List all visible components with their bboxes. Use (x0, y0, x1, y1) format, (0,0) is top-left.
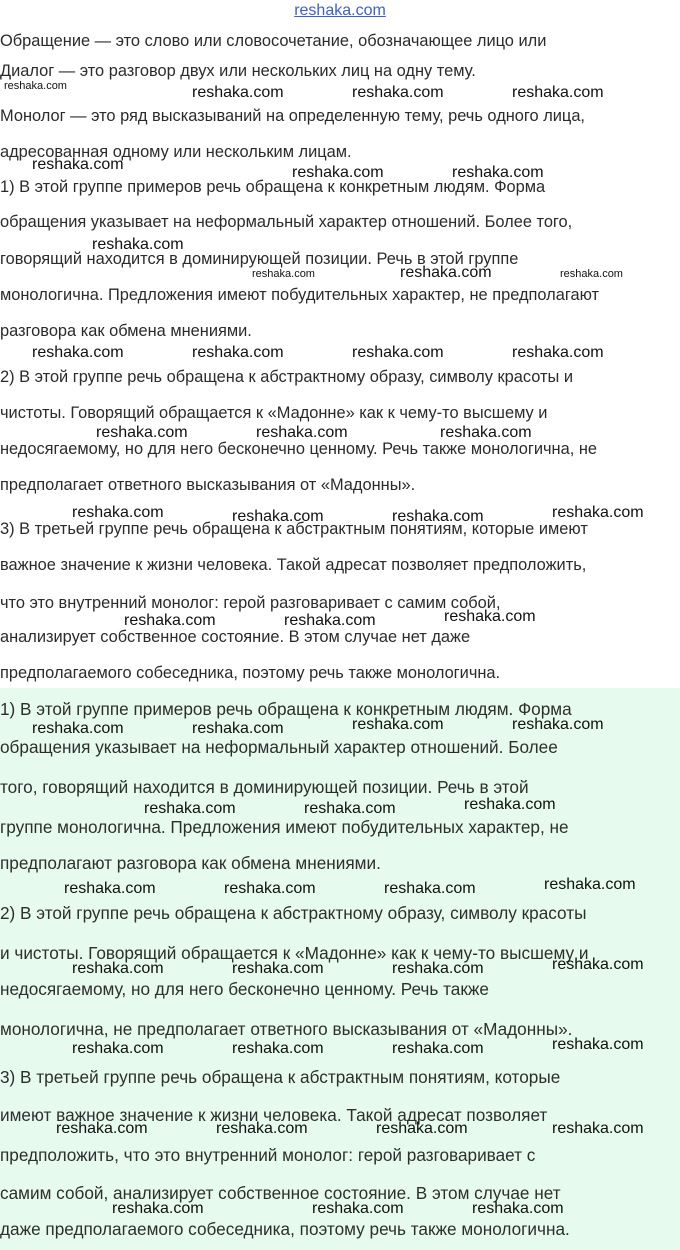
watermark: reshaka.com (512, 84, 604, 101)
watermark: reshaka.com (72, 960, 164, 977)
answer-line: предположить, что это внутренний монолог: герой разговаривает с (0, 1145, 536, 1165)
watermark: reshaka.com (192, 344, 284, 361)
theory-line: 3) В третьей группе речь обращена к абстрактным понятиям, которые имеют (0, 520, 588, 538)
theory-line: Обращение — это слово или словосочетание, обозначающее лицо или (0, 32, 547, 50)
watermark: reshaka.com (512, 344, 604, 361)
watermark: reshaka.com (392, 960, 484, 977)
answer-line: имеют важное значение к жизни человека. Такой адресат позволяет (0, 1105, 548, 1125)
watermark: reshaka.com (552, 1120, 644, 1137)
answer-line: группе монологична. Предложения имеют побудительных характер, не (0, 817, 569, 837)
watermark: reshaka.com (124, 612, 216, 629)
watermark: reshaka.com (560, 268, 623, 280)
watermark: reshaka.com (552, 504, 644, 521)
watermark: reshaka.com (224, 880, 316, 897)
answer-line: самим собой, анализирует собственное состояние. В этом случае нет (0, 1183, 561, 1203)
watermark: reshaka.com (216, 1120, 308, 1137)
answer-line: 2) В этой группе речь обращена к абстрактному образу, символу красоты (0, 903, 587, 923)
watermark: reshaka.com (232, 508, 324, 525)
watermark: reshaka.com (464, 796, 556, 813)
watermark: reshaka.com (304, 800, 396, 817)
watermark: reshaka.com (56, 1120, 148, 1137)
watermark: reshaka.com (32, 156, 124, 173)
theory-line: монологична. Предложения имеют побудительных характер, не предполагают (0, 286, 600, 304)
watermark: reshaka.com (352, 344, 444, 361)
watermark: reshaka.com (452, 164, 544, 181)
watermark: reshaka.com (352, 84, 444, 101)
watermark: reshaka.com (72, 504, 164, 521)
answer-line: и чистоты. Говорящий обращается к «Мадонне» как к чему-то высшему и (0, 943, 589, 963)
watermark: reshaka.com (252, 268, 315, 280)
watermark: reshaka.com (112, 1200, 204, 1217)
theory-line: Монолог — это ряд высказываний на определенную тему, речь одного лица, (0, 107, 585, 125)
watermark: reshaka.com (312, 1200, 404, 1217)
watermark: reshaka.com (32, 344, 124, 361)
answer-line: 3) В третьей группе речь обращена к абстрактным понятиям, которые (0, 1067, 561, 1087)
watermark: reshaka.com (384, 880, 476, 897)
watermark: reshaka.com (32, 720, 124, 737)
answer-line: даже предполагаемого собеседника, поэтому речь также монологична. (0, 1219, 570, 1239)
watermark: reshaka.com (392, 1040, 484, 1057)
watermark: reshaka.com (444, 608, 536, 625)
page-header (0, 0, 680, 22)
theory-line: разговора как обмена мнениями. (0, 322, 252, 340)
watermark: reshaka.com (72, 1040, 164, 1057)
answer-line: того, говорящий находится в доминирующей позиции. Речь в этой (0, 777, 529, 797)
watermark: reshaka.com (400, 264, 492, 281)
theory-line: предполагаемого собеседника, поэтому речь также монологична. (0, 664, 501, 682)
theory-line: что это внутренний монолог: герой разговаривает с самим собой, (0, 594, 501, 612)
watermark: reshaka.com (96, 424, 188, 441)
answer-line: предполагают разговора как обмена мнениями. (0, 853, 381, 873)
theory-line: 1) В этой группе примеров речь обращена к конкретным людям. Форма (0, 178, 546, 196)
answer-line: недосягаемому, но для него бесконечно ценному. Речь также (0, 979, 489, 999)
watermark: reshaka.com (472, 1200, 564, 1217)
watermark: reshaka.com (144, 800, 236, 817)
watermark: reshaka.com (232, 960, 324, 977)
watermark: reshaka.com (4, 80, 67, 92)
watermark: reshaka.com (552, 1036, 644, 1053)
theory-line: говорящий находится в доминирующей позиции. Речь в этой группе (0, 250, 519, 268)
watermark: reshaka.com (544, 876, 636, 893)
answer-line: обращения указывает на неформальный характер отношений. Более (0, 737, 558, 757)
watermark: reshaka.com (376, 1120, 468, 1137)
watermark: reshaka.com (232, 1040, 324, 1057)
answer-line: монологична, не предполагает ответного высказывания от «Мадонны». (0, 1019, 573, 1039)
theory-line: 2) В этой группе речь обращена к абстрактному образу, символу красоты и (0, 368, 573, 386)
watermark: reshaka.com (64, 880, 156, 897)
watermark: reshaka.com (440, 424, 532, 441)
watermark: reshaka.com (392, 508, 484, 525)
watermark: reshaka.com (92, 236, 184, 253)
watermark: reshaka.com (292, 164, 384, 181)
theory-line: анализирует собственное состояние. В этом случае нет даже (0, 628, 471, 646)
theory-line: чистоты. Говорящий обращается к «Мадонне» как к чему-то высшему и (0, 404, 548, 422)
watermark: reshaka.com (552, 956, 644, 973)
theory-line: недосягаемому, но для него бесконечно ценному. Речь также монологична, не (0, 440, 597, 458)
site-link[interactable]: reshaka.com (294, 2, 386, 19)
theory-line: Диалог — это разговор двух или нескольких лиц на одну тему. (0, 62, 476, 80)
theory-line: обращения указывает на неформальный характер отношений. Более того, (0, 213, 573, 231)
watermark: reshaka.com (284, 612, 376, 629)
theory-line: предполагает ответного высказывания от «Мадонны». (0, 476, 416, 494)
answer-line: 1) В этой группе примеров речь обращена к конкретным людям. Форма (0, 699, 572, 719)
watermark: reshaka.com (192, 84, 284, 101)
watermark: reshaka.com (256, 424, 348, 441)
theory-line: адресованная одному или нескольким лицам. (0, 143, 352, 161)
theory-line: важное значение к жизни человека. Такой адресат позволяет предположить, (0, 556, 587, 574)
watermark: reshaka.com (192, 720, 284, 737)
watermark: reshaka.com (512, 716, 604, 733)
watermark: reshaka.com (352, 716, 444, 733)
